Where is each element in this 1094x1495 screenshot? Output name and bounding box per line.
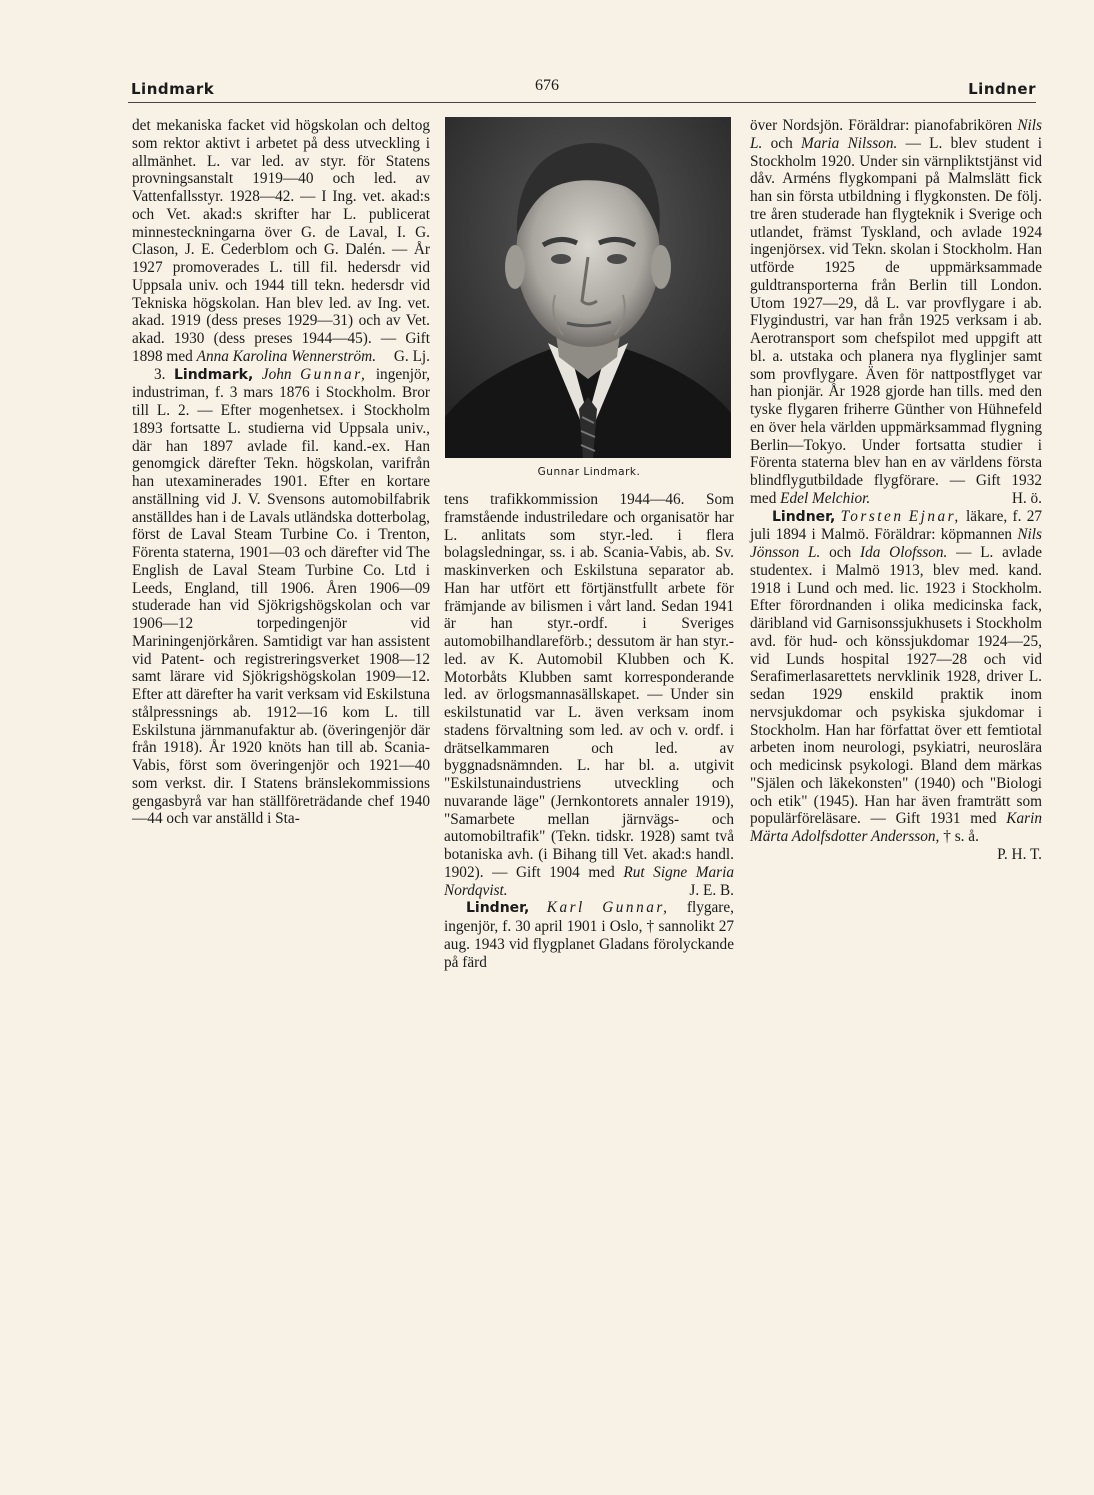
author-signature: G. Lj. <box>393 347 430 365</box>
portrait-image <box>445 117 731 458</box>
entry-forename: Torsten <box>840 507 904 525</box>
entry-headword: Lindner, <box>772 508 836 525</box>
entry-text: och <box>770 134 793 152</box>
entry-text: flygare, ingenjör, f. 30 april 1901 i Oslo, † sannolikt 27 aug. 1943 vid flygplanet Gladans förolyckande på färd <box>444 899 734 971</box>
spouse-name: Karin Märta Adolfsdotter Andersson, <box>750 810 1042 845</box>
entry-callname: Gunnar, <box>300 365 368 383</box>
spouse-name: Anna Karolina Wennerström. <box>196 347 377 365</box>
entry-headword: Lindmark, <box>174 366 254 383</box>
father-name: Nils L. <box>750 117 1042 152</box>
entry-text: — L. blev student i Stockholm 1920. Under sin värnpliktstjänst vid dåv. Arméns flygkompani på Malmslätt fick han sin första utbildning i flygkonsten. De följ. tre åren studerade han flygteknik i Sverige och utlandet, främst Tyskland, och avlade 1924 ingenjörsex. vid Tekn. skolan i Stockholm. Han utförde 1925 de uppmärksammade guldtransporterna från Berlin till London. Utom 1927—29, då L. var provflygare i ab. Flygindustri, var han från 1925 verksam i ab. Aerotransport som chefspilot med uppgift att bl. a. utstaka och planera nya flyglinjer samt som provflygare. Även för nattpostflyget var han pionjär. År 1928 gjorde han tills. med den tyske flygaren friherre Günther von Hühnefeld en över hela världen uppmärksammad flygning Berlin—Tokyo. Under fortsatta studier i Förenta staterna blev han en av världens första blindflygutbildade flygförare. — Gift 1932 med <box>750 134 1042 507</box>
page-number: 676 <box>535 77 559 94</box>
entry-forename: John <box>261 365 292 383</box>
entry-callname: Ejnar, <box>908 507 961 525</box>
entry-text: — L. avlade studentex. i Malmö 1913, blev med. kand. 1918 i Lund och med. lic. 1923 i Stockholm. Efter förordnanden i olika medicinska fack, däribland vid Garnisonssjukhusets i Stockholm avd. för hud- och könssjukdomar 1924—25, vid Lunds hospital 1927—28 och vid Serafimerlasarettets nervklinik 1928, driver L. sedan 1929 enskild praktik inom nervsjukdomar och psykiska sjukdomar i Stockholm. Han har författat över ett femtiotal arbeten inom neurologi, psykiatri, neuroslära och medicinsk psykologi. Bland dem märkas "Själen och läkekonsten" (1940) och "Biologi och etik" (1945). Han har även framträtt som populärföreläsare. — Gift 1931 med <box>750 544 1043 828</box>
entry-lindner-karl-gunnar <box>444 899 734 971</box>
entry-text: † s. å. <box>943 828 979 845</box>
running-head-right: Lindner <box>968 80 1036 98</box>
mother-name: Maria Nilsson. <box>801 134 898 152</box>
entry-text: det mekaniska facket vid högskolan och deltog som rektor aktivt i arbetet på dess utveckling i allmänhet. L. var led. av styr. för Statens provningsanstalt 1919—40 och led. av Vattenfallsstyr. 1928—42. — I Ing. vet. akad:s och Vet. akad:s skrifter har L. publicerat minnesteckningarna över G. de Laval, I. G. Clason, J. E. Cederblom och G. Dalén. — År 1927 promoverades L. till fil. hedersdr vid Uppsala univ. och 1944 till tekn. hedersdr vid Tekniska högskolan. Han blev led. av Ing. vet. akad. 1919 (dess preses 1929—31) och av Vet. akad. 1930 (dess preses 1944—45). — Gift 1898 med <box>132 117 430 365</box>
entry-lindmark-john-gunnar <box>132 366 430 829</box>
entry-text: över Nordsjön. Föräldrar: pianofabrikören <box>750 117 1013 134</box>
entry-number: 3. <box>154 365 166 383</box>
entry-lindner-karl-gunnar-continued <box>750 117 1042 508</box>
header-rule <box>128 102 1036 103</box>
column-1 <box>132 117 430 828</box>
portrait-photo <box>445 117 731 458</box>
column-3 <box>750 117 1042 864</box>
photo-caption: Gunnar Lindmark. <box>537 466 641 478</box>
entry-lindmark-2-continued <box>132 117 430 366</box>
column-2 <box>444 491 734 971</box>
author-signature: P. H. T. <box>997 845 1042 863</box>
entry-text: läkare, f. 27 juli 1894 i Malmö. Föräldrar: köpmannen <box>750 507 1042 544</box>
entry-lindmark-3-continued <box>444 491 734 899</box>
spouse-name: Rut Signe Maria Nordqvist. <box>444 863 734 899</box>
spouse-name: Edel Melchior. <box>780 489 871 507</box>
entry-text: och <box>829 544 852 561</box>
entry-text: ingenjör, industriman, f. 3 mars 1876 i Stockholm. Bror till L. 2. — Efter mogenhetsex. i Stockholm 1893 fortsatte L. studierna vid Uppsala univ., där han 1897 avlade fil. kand.-ex. Han genomgick därefter Tekn. högskolan, varifrån han utexaminerades 1901. Efter en kortare anställning vid J. V. Svensons automobilfabrik anställdes han i de Lavals utländska dotterbolag, först de Laval Steam Turbine Co. i Trenton, Förenta staterna, 1901—03 och därefter vid The English de Laval Steam Turbine Co. Ltd i Leeds, England, till 1906. Åren 1906—09 studerade han vid Sjökrigshögskolan och var 1906—12 torpedingenjör vid Mariningenjörkåren. Samtidigt var han assistent vid Patent- och registreringsverket 1908—12 samt lärare vid Sjökrigshögskolan 1909—12. Efter att därefter ha varit verksam vid Eskilstuna stålpressnings ab. 1912—16 kom L. till Eskilstuna järnmanufaktur ab. (överingenjör där från 1918). År 1920 knöts han till ab. Scania-Vabis, först som överingenjör och 1921—40 som verkst. dir. I Statens bränslekommissions gengasbyrå var han ställföreträdande chef 1940—44 och var anställd i Sta- <box>132 365 431 828</box>
mother-name: Ida Olofsson. <box>860 544 948 561</box>
entry-headword: Lindner, <box>466 900 530 917</box>
author-signature: J. E. B. <box>689 881 734 899</box>
entry-lindner-torsten-ejnar <box>750 507 1043 863</box>
running-head-left: Lindmark <box>131 80 215 98</box>
entry-text: tens trafikkommission 1944—46. Som framstående industriledare och organisatör har L. anlitats som styr.-led. i flera bolagsledningar, ss. i ab. Scania-Vabis, ab. Sv. maskinverken och Eskilstuna separator ab. Han har utfört ett förtjänstfullt arbete för främjande av bilismen i vårt land. Sedan 1941 är han styr.-ordf. i Sveriges automobilhandlareförb.; dessutom är han styr.-led. av K. Automobil Klubben och K. Motorbåts Klubben samt korresponderande led. av örlogsmannasällskapet. — Under sin eskilstunatid var L. även verksam inom stadens förvaltning som led. av och v. ordf. i drätselkammaren och led. av byggnadsnämnden. L. har bl. a. utgivit "Eskilstunaindustriens utveckling och nuvarande läge" (Jernkontorets annaler 1919), "Samarbete mellan järnvägs- och automobiltrafik" (Tekn. tidskr. 1928) samt två botaniska avh. (i Bihang till Vet. akad:s handl. 1902). — Gift 1904 med <box>444 491 734 881</box>
father-name: Nils Jönsson L. <box>750 526 1042 561</box>
entry-callname: Gunnar, <box>602 899 670 917</box>
author-signature: H. ö. <box>1011 489 1042 507</box>
entry-forename: Karl <box>546 899 585 917</box>
